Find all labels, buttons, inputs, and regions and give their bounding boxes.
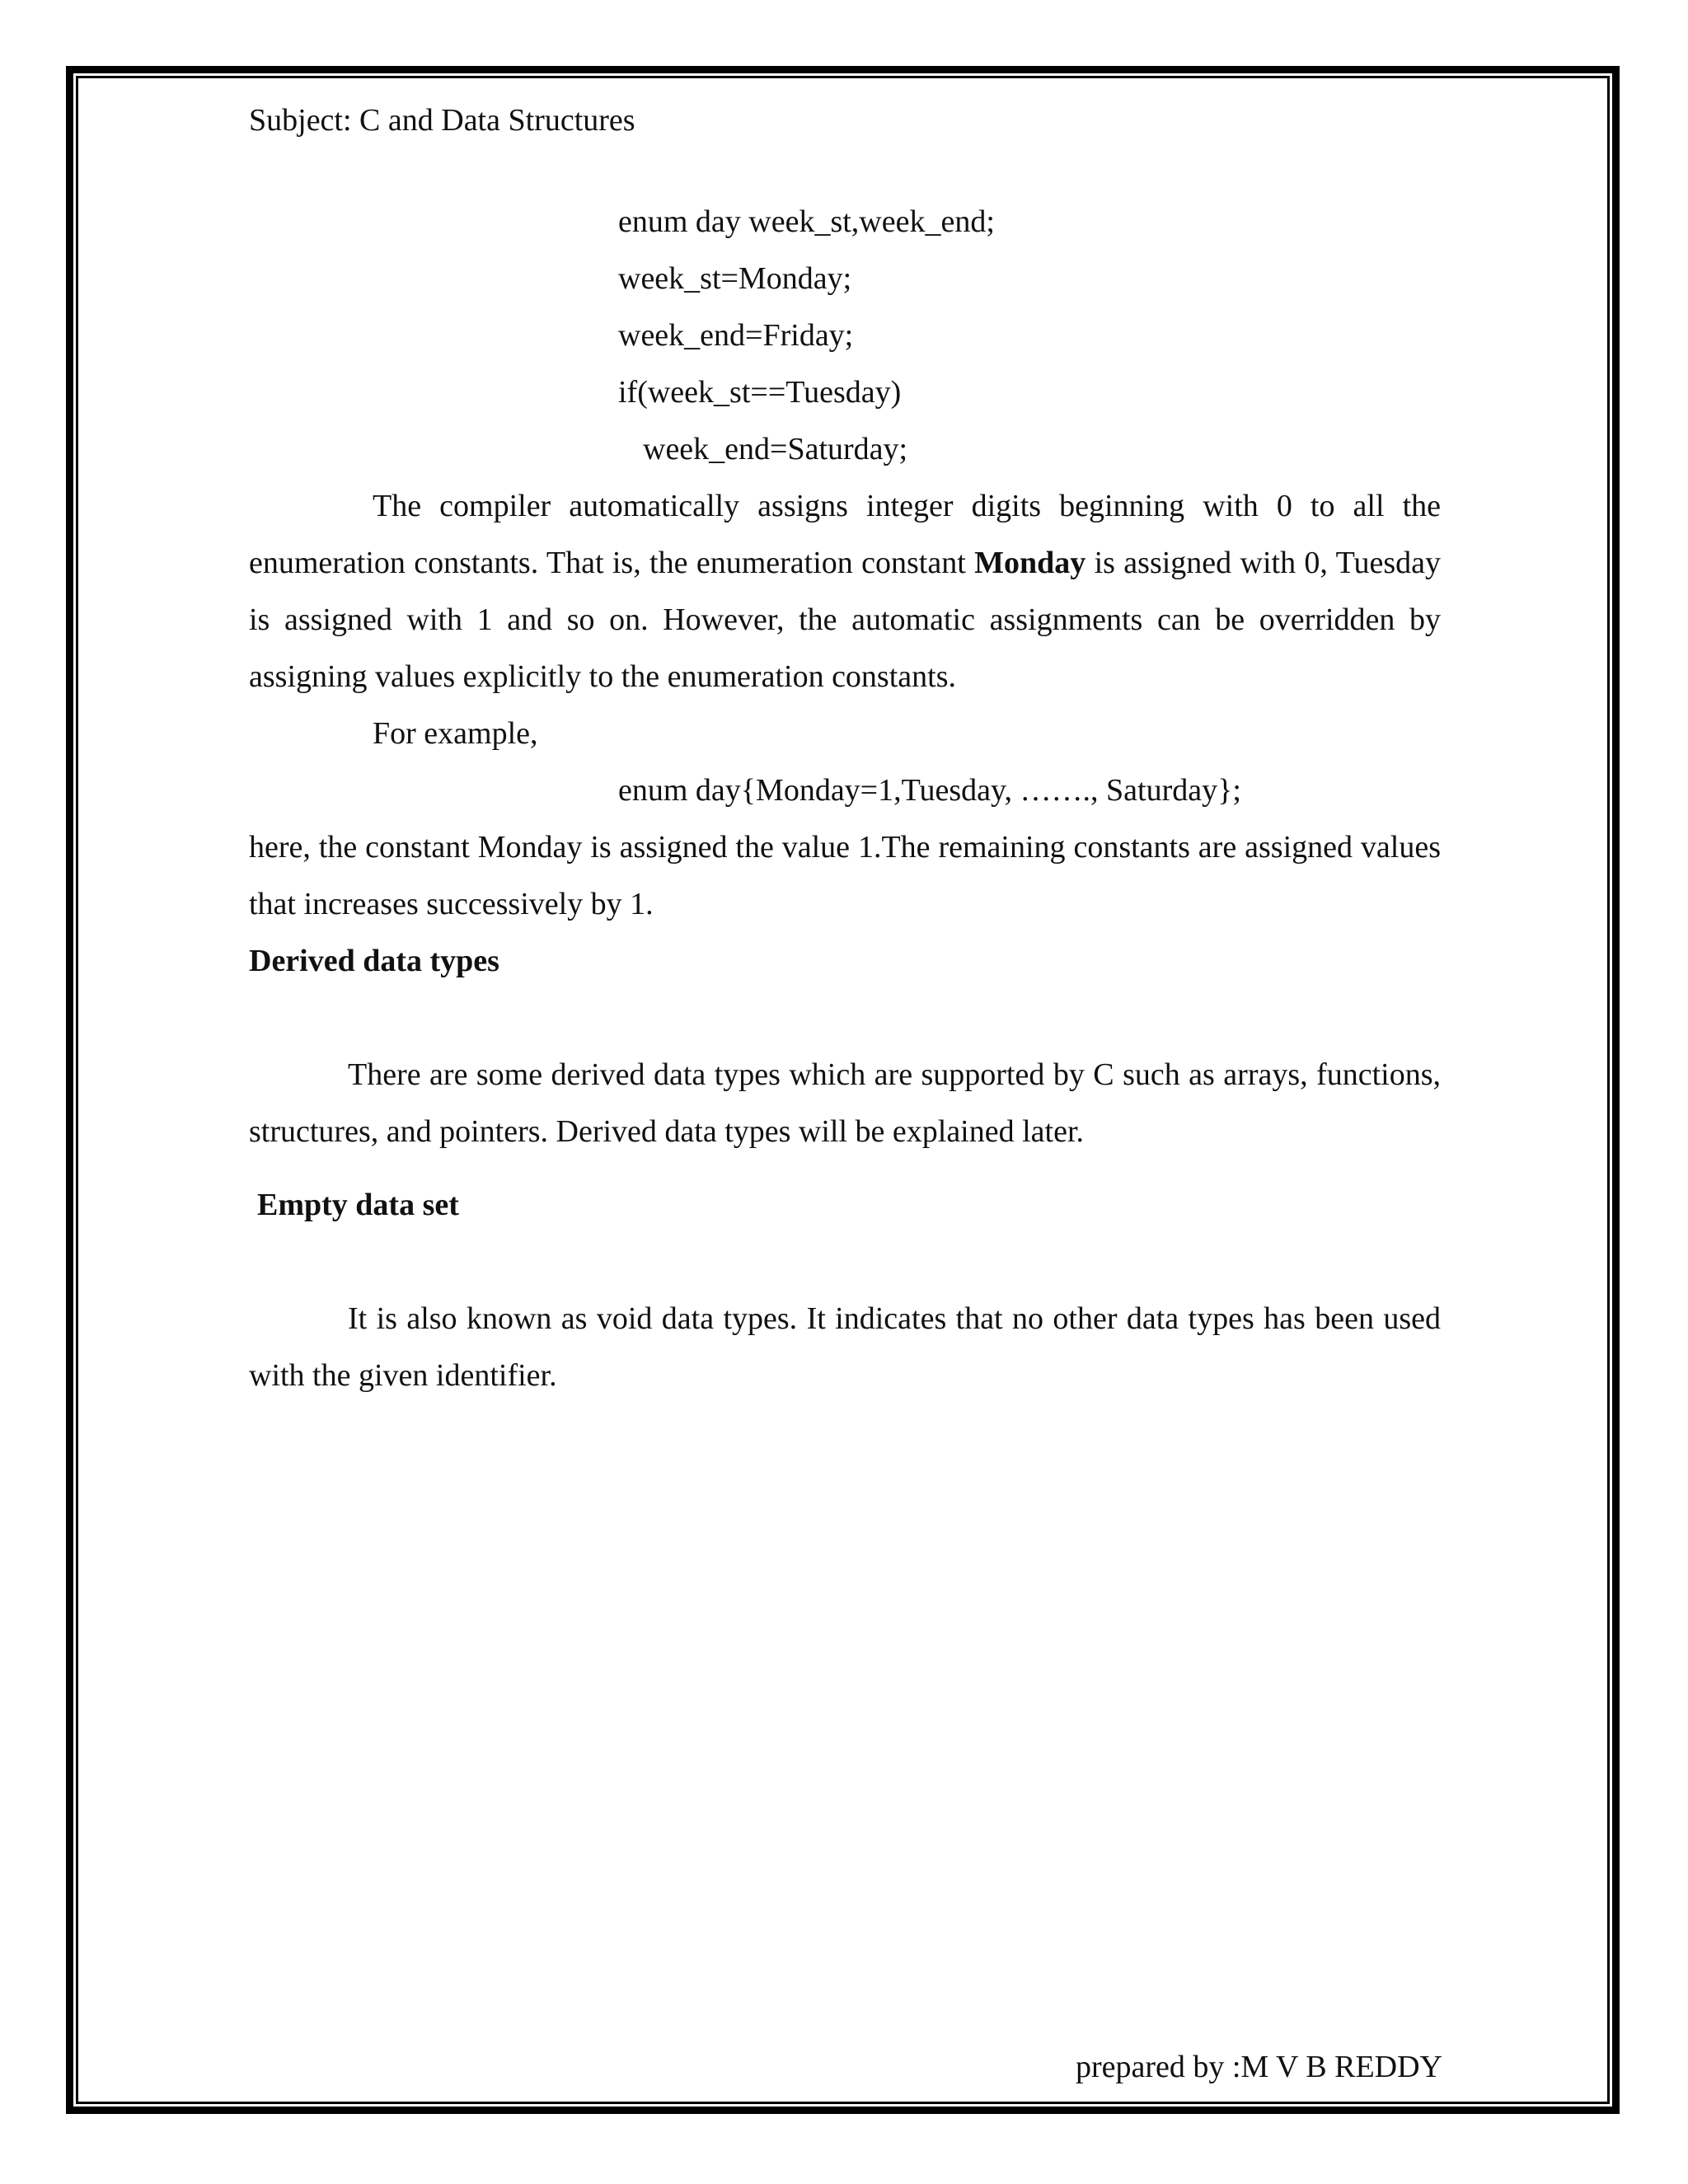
code-line: week_end=Saturday;: [643, 432, 908, 466]
paragraph-example-explanation: here, the constant Monday is assigned the value 1.The remaining constants are assigned values that increases successively by 1.: [249, 830, 1441, 921]
heading-derived-data-types: Derived data types: [249, 944, 499, 978]
paragraph-enum-assignment: [249, 478, 1441, 705]
code-line: if(week_st==Tuesday): [618, 375, 902, 410]
code-line: enum day week_st,week_end;: [618, 204, 995, 239]
paragraph-text: The compiler automatically assigns integer digits beginning with 0 to all the enumeration constants. That is, the enumeration constant: [249, 489, 1441, 580]
example-label: For example,: [373, 716, 538, 751]
bold-term: Monday: [974, 546, 1086, 580]
page-content: [249, 92, 1441, 1404]
example-code: enum day{Monday=1,Tuesday, ……., Saturday};: [618, 773, 1241, 808]
paragraph-empty-data-set: It is also known as void data types. It indicates that no other data types has been used with the given identifier.: [249, 1301, 1441, 1393]
footer-author: prepared by :M V B REDDY: [1075, 2050, 1442, 2084]
heading-empty-data-set: Empty data set: [257, 1188, 459, 1222]
paragraph-text: is assigned with 0, Tuesday is assigned with 1 and so on. However, the automatic assignments can be overridden by assigning values explicitly to the enumeration constants.: [249, 546, 1441, 694]
code-line: week_st=Monday;: [618, 261, 852, 296]
code-line: week_end=Friday;: [618, 318, 854, 353]
code-block: [249, 194, 1441, 478]
subject-header: Subject: C and Data Structures: [249, 103, 635, 138]
paragraph-derived-data-types: There are some derived data types which are supported by C such as arrays, functions, structures, and pointers. Derived data types will be explained later.: [249, 1057, 1441, 1149]
